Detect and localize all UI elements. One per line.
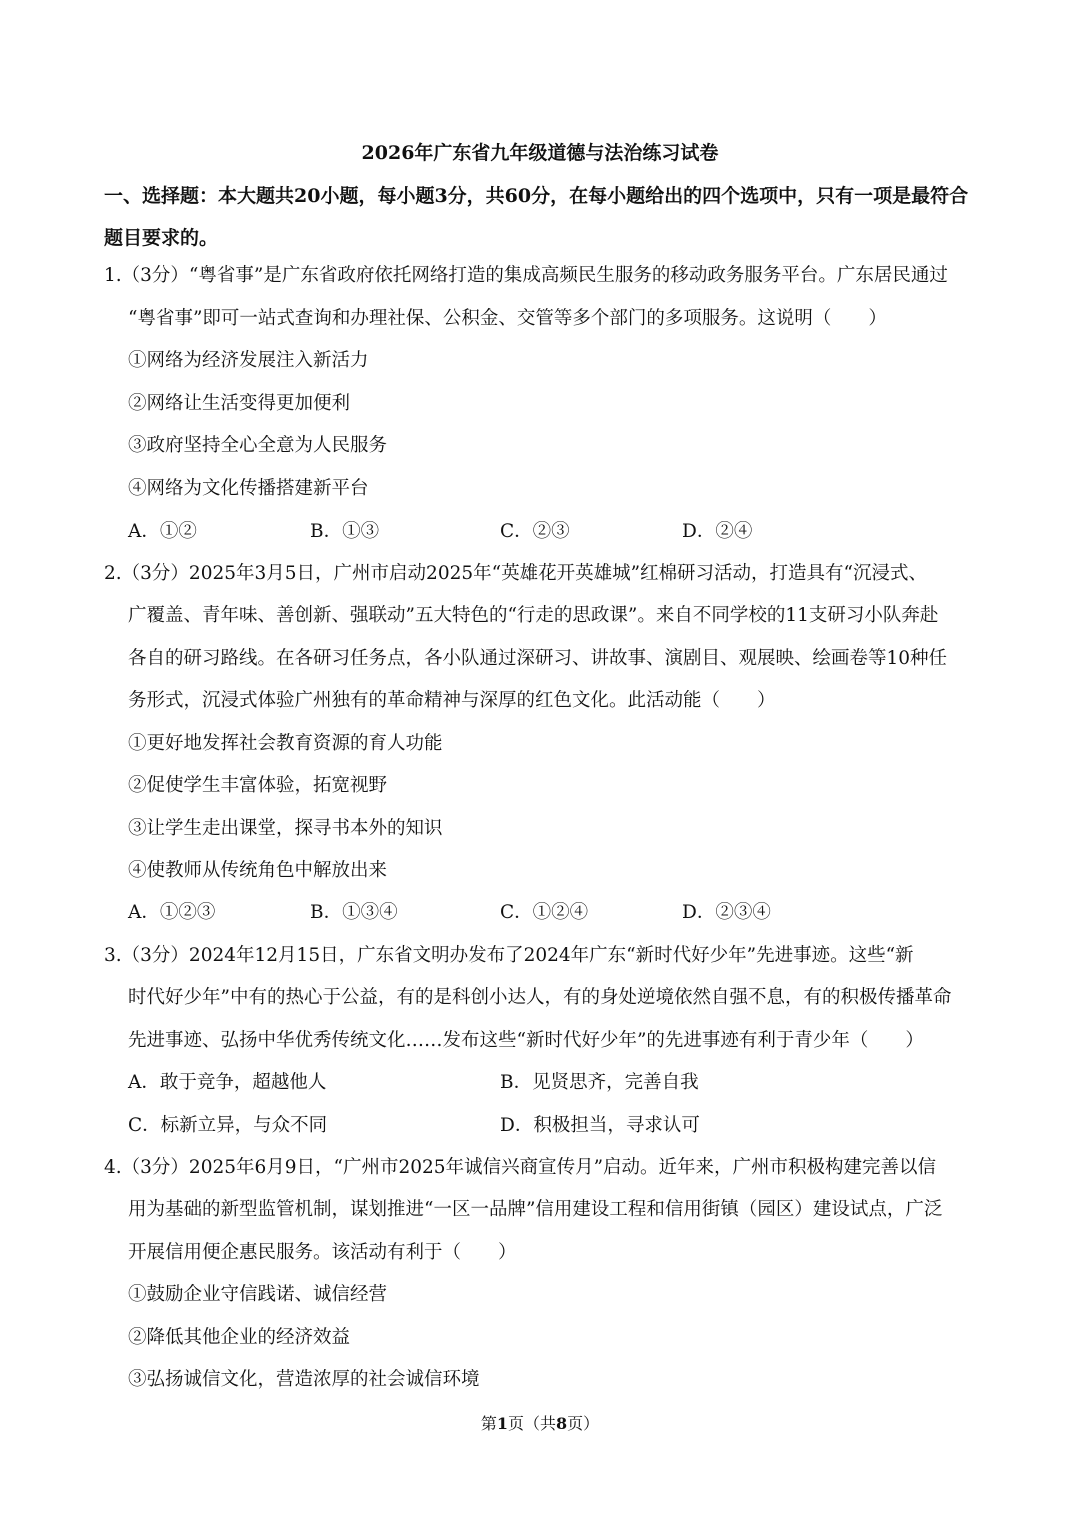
question-3-choice-a: A．敢于竞争，超越他人 <box>128 1072 327 1093</box>
question-2-choice-a: A．①②③ <box>128 902 216 923</box>
question-3-line-2: 时代好少年”中有的热心于公益，有的是科创小达人，有的身处逆境依然自强不息，有的积极传播革命 <box>128 987 952 1008</box>
question-1-item-3: ③政府坚持全心全意为人民服务 <box>128 435 388 456</box>
question-3-choice-c: C．标新立异，与众不同 <box>128 1115 328 1136</box>
question-4-item-1: ①鼓励企业守信践诺、诚信经营 <box>128 1284 388 1305</box>
question-3-line-3: 先进事迹、弘扬中华优秀传统文化……发布这些“新时代好少年”的先进事迹有利于青少年（ ） <box>128 1030 924 1051</box>
footer-total-pages: 8 <box>556 1414 568 1433</box>
question-1-choice-a: A．①② <box>128 521 197 542</box>
footer-suffix: 页） <box>567 1414 600 1433</box>
question-4-line-2: 用为基础的新型监管机制，谋划推进“一区一品牌”信用建设工程和信用街镇（园区）建设试点，广泛 <box>128 1199 943 1220</box>
question-2-line-1: 2.（3分）2025年3月5日，广州市启动2025年“英雄花开英雄城”红棉研习活动，打造具有“沉浸式、 <box>104 563 928 584</box>
question-2-choice-b: B．①③④ <box>310 902 398 923</box>
question-2-item-2: ②促使学生丰富体验，拓宽视野 <box>128 775 388 796</box>
footer-prefix: 第 <box>480 1414 497 1433</box>
exam-title: 2026年广东省九年级道德与法治练习试卷 <box>361 142 719 164</box>
question-2-choice-d: D．②③④ <box>682 902 771 923</box>
question-1-line-2: “粤省事”即可一站式查询和办理社保、公积金、交管等多个部门的多项服务。这说明（ ） <box>128 308 887 329</box>
question-1-item-2: ②网络让生活变得更加便利 <box>128 393 351 414</box>
question-1-choice-c: C．②③ <box>500 521 570 542</box>
question-4-item-2: ②降低其他企业的经济效益 <box>128 1327 351 1348</box>
question-2-item-4: ④使教师从传统角色中解放出来 <box>128 860 388 881</box>
footer-page-number: 1 <box>496 1414 508 1433</box>
question-2-line-3: 各自的研习路线。在各研习任务点，各小队通过深研习、讲故事、演剧目、观展映、绘画卷等10种任 <box>128 648 948 669</box>
question-2-choice-c: C．①②④ <box>500 902 589 923</box>
question-2-line-2: 广覆盖、青年味、善创新、强联动”五大特色的“行走的思政课”。来自不同学校的11支研习小队奔赴 <box>128 605 939 626</box>
question-3-line-1: 3.（3分）2024年12月15日，广东省文明办发布了2024年广东“新时代好少年”先进事迹。这些“新 <box>104 945 914 966</box>
footer-middle: 页（共 <box>507 1414 556 1433</box>
question-4-item-3: ③弘扬诚信文化，营造浓厚的社会诚信环境 <box>128 1369 480 1390</box>
question-1-item-4: ④网络为文化传播搭建新平台 <box>128 478 369 499</box>
question-2-item-1: ①更好地发挥社会教育资源的育人功能 <box>128 733 443 754</box>
question-2-item-3: ③让学生走出课堂，探寻书本外的知识 <box>128 818 443 839</box>
question-3-choice-b: B．见贤思齐，完善自我 <box>500 1072 699 1093</box>
question-4-line-3: 开展信用便企惠民服务。该活动有利于（ ） <box>128 1242 517 1263</box>
question-4-line-1: 4.（3分）2025年6月9日，“广州市2025年诚信兴商宣传月”启动。近年来，广州市积极构建完善以信 <box>104 1157 937 1178</box>
section-heading: 一、选择题：本大题共20小题，每小题3分，共60分，在每小题给出的四个选项中，只有一项是最符合题目要求的。 <box>104 185 969 249</box>
question-2-line-4: 务形式，沉浸式体验广州独有的革命精神与深厚的红色文化。此活动能（ ） <box>128 690 776 711</box>
question-1-line-1: 1.（3分）“粤省事”是广东省政府依托网络打造的集成高频民生服务的移动政务服务平台。广东居民通过 <box>104 265 948 286</box>
page-footer <box>0 1411 1080 1437</box>
question-1-item-1: ①网络为经济发展注入新活力 <box>128 350 369 371</box>
question-1-choice-b: B．①③ <box>310 521 380 542</box>
question-1-choice-d: D．②④ <box>682 521 753 542</box>
question-3-choice-d: D．积极担当，寻求认可 <box>500 1115 700 1136</box>
